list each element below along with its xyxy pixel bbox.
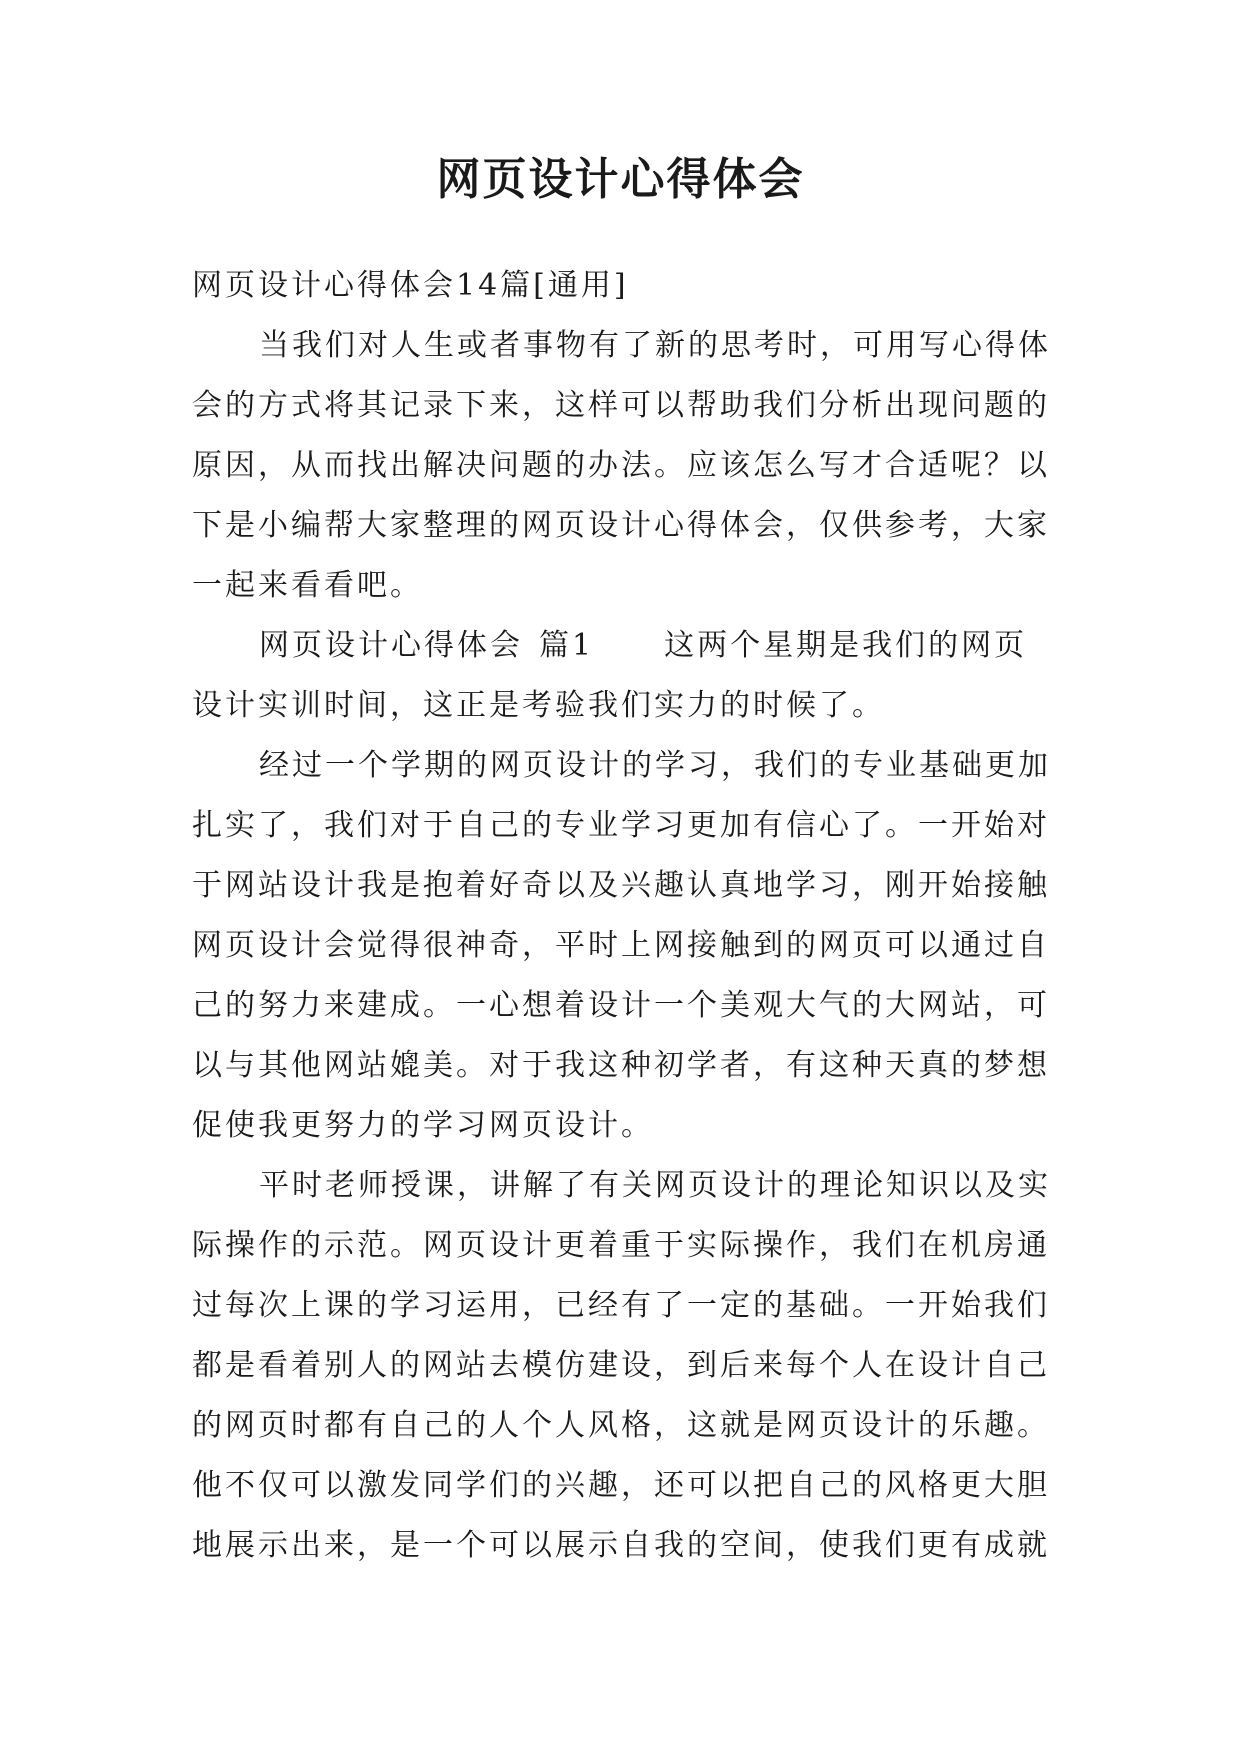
paragraph-line: 己的努力来建成。一心想着设计一个美观大气的大网站，可 [192,988,1050,1023]
section-1-line: 设计实训时间，这正是考验我们实力的时候了。 [192,688,885,723]
paragraph-line: 过每次上课的学习运用，已经有了一定的基础。一开始我们 [192,1288,1050,1323]
document-body [192,256,1052,1576]
intro-line: 一起来看看吧。 [192,568,423,603]
intro-line: 下是小编帮大家整理的网页设计心得体会，仅供参考，大家 [192,508,1050,543]
document-subtitle: 网页设计心得体会14篇[通用] [192,268,629,303]
paragraph-line: 扎实了，我们对于自己的专业学习更加有信心了。一开始对 [192,808,1050,843]
intro-line: 会的方式将其记录下来，这样可以帮助我们分析出现问题的 [192,388,1050,423]
section-1-paragraph [192,616,1052,736]
paragraph-line: 平时老师授课，讲解了有关网页设计的理论知识以及实 [259,1168,1051,1203]
paragraph-2 [192,736,1052,1156]
section-number: 篇1 [539,628,595,663]
paragraph-3 [192,1156,1052,1576]
paragraph-line: 地展示出来，是一个可以展示自我的空间，使我们更有成就 [192,1528,1050,1563]
paragraph-line: 际操作的示范。网页设计更着重于实际操作，我们在机房通 [192,1228,1050,1263]
paragraph-line: 以与其他网站媲美。对于我这种初学者，有这种天真的梦想 [192,1048,1050,1083]
paragraph-line: 的网页时都有自己的人个人风格，这就是网页设计的乐趣。 [192,1408,1050,1443]
document-title: 网页设计心得体会 [436,154,805,205]
intro-paragraph [192,316,1052,616]
paragraph-line: 促使我更努力的学习网页设计。 [192,1108,654,1143]
section-1-first-line [192,616,1052,676]
paragraph-line: 网页设计会觉得很神奇，平时上网接触到的网页可以通过自 [192,928,1050,963]
intro-line: 当我们对人生或者事物有了新的思考时，可用写心得体 [259,328,1051,363]
paragraph-line: 于网站设计我是抱着好奇以及兴趣认真地学习，刚开始接触 [192,868,1050,903]
paragraph-line: 他不仅可以激发同学们的兴趣，还可以把自己的风格更大胆 [192,1468,1050,1503]
section-1-text: 这两个星期是我们的网页 [664,628,1028,663]
paragraph-line: 都是看着别人的网站去模仿建设，到后来每个人在设计自己 [192,1348,1050,1383]
section-heading: 网页设计心得体会 [259,628,523,663]
intro-line: 原因，从而找出解决问题的办法。应该怎么写才合适呢？以 [192,448,1050,483]
paragraph-line: 经过一个学期的网页设计的学习，我们的专业基础更加 [259,748,1051,783]
